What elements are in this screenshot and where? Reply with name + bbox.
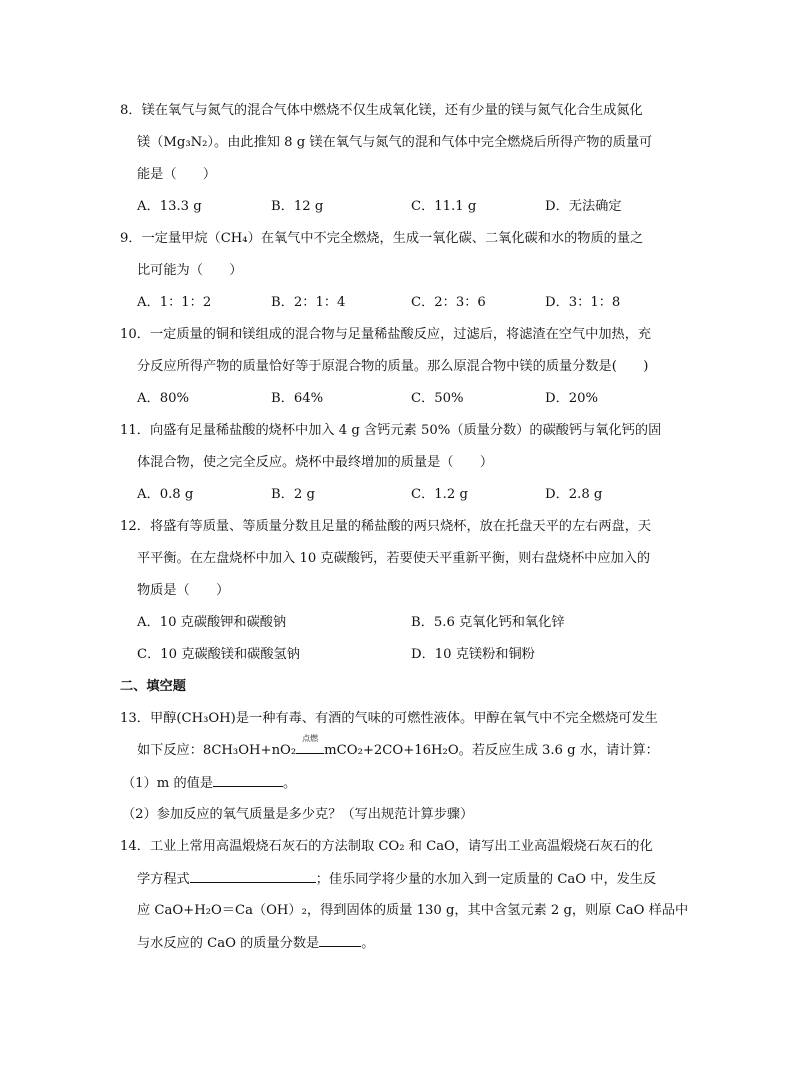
q13-sub-1 — [122, 774, 296, 793]
q10-line-2: 分反应所得产物的质量恰好等于原混合物的质量。那么原混合物中镁的质量分数是( ) — [137, 359, 649, 374]
q14-equation-blank[interactable] — [190, 870, 316, 883]
q8-line-1: 8．镁在氧气与氮气的混合气体中燃烧不仅生成氧化镁，还有少量的镁与氮气化合生成氮化 — [120, 103, 643, 118]
q9-option-a: A．1：1：2 — [137, 295, 212, 310]
q10-option-b: B．64% — [271, 391, 324, 406]
section-heading-fill-in: 二、填空题 — [120, 679, 186, 694]
q13-line-2 — [137, 734, 659, 760]
q13-sub-2: （2）参加反应的氧气质量是多少克？（写出规范计算步骤） — [122, 807, 474, 822]
q14-line-4-end: 。 — [361, 936, 375, 951]
q12-line-1: 12．将盛有等质量、等质量分数且足量的稀盐酸的两只烧杯，放在托盘天平的左右两盘，天 — [120, 519, 652, 534]
q9-line-1: 9．一定量甲烷（CH₄）在氧气中不完全燃烧，生成一氧化碳、二氧化碳和水的物质的量之 — [120, 231, 644, 246]
q14-percent-blank[interactable] — [319, 934, 361, 947]
q12-line-2: 平平衡。在左盘烧杯中加入 10 克碳酸钙，若要使天平重新平衡，则右盘烧杯中应加入的 — [137, 551, 651, 566]
q12-option-d: D．10 克镁粉和铜粉 — [411, 647, 535, 662]
q11-option-d: D．2.8 g — [545, 487, 603, 502]
q14-line-1: 14．工业上常用高温煅烧石灰石的方法制取 CO₂ 和 CaO，请写出工业高温煅烧石灰石的化 — [120, 839, 653, 854]
q12-option-a: A．10 克碳酸钾和碳酸钠 — [137, 615, 287, 630]
q11-option-b: B．2 g — [271, 487, 315, 502]
q14-line-4-start: 与水反应的 CaO 的质量分数是 — [137, 936, 320, 951]
q14-line-3: 应 CaO+H₂O＝Ca（OH）₂，得到固体的质量 130 g，其中含氢元素 2 g，则原 CaO 样品中 — [137, 903, 689, 918]
q13-answer-blank[interactable] — [213, 774, 283, 787]
q13-equation-right: mCO₂+2CO+16H₂O。若反应生成 3.6 g 水，请计算： — [324, 743, 659, 758]
q14-line-2-start: 学方程式 — [137, 872, 190, 887]
q8-option-d: D．无法确定 — [545, 199, 622, 214]
q13-sub-1-end: 。 — [283, 776, 297, 791]
q11-option-c: C．1.2 g — [411, 487, 468, 502]
reaction-condition-label: 点燃 — [302, 734, 319, 743]
q8-option-b: B．12 g — [271, 199, 324, 214]
q11-line-1: 11．向盛有足量稀盐酸的烧杯中加入 4 g 含钙元素 50%（质量分数）的碳酸钙与氧化钙的固 — [120, 423, 662, 438]
q10-option-d: D．20% — [545, 391, 599, 406]
q10-option-c: C．50% — [411, 391, 464, 406]
q14-line-4 — [137, 934, 374, 953]
q12-option-b: B．5.6 克氧化钙和氧化锌 — [411, 615, 565, 630]
q8-line-3: 能是（ ） — [137, 167, 217, 182]
q11-line-2: 体混合物，使之完全反应。烧杯中最终增加的质量是（ ） — [137, 455, 494, 470]
q13-sub-1-text: （1）m 的值是 — [122, 776, 214, 791]
q9-line-2: 比可能为（ ） — [137, 263, 243, 278]
reaction-condition-arrow — [296, 734, 324, 754]
q9-option-c: C．2：3：6 — [411, 295, 486, 310]
q8-option-a: A．13.3 g — [137, 199, 202, 214]
q9-option-b: B．2：1：4 — [271, 295, 346, 310]
q13-equation-left: 如下反应：8CH₃OH+nO₂ — [137, 743, 297, 758]
q13-line-1: 13．甲醇(CH₃OH)是一种有毒、有酒的气味的可燃性液体。甲醇在氧气中不完全燃烧可发生 — [120, 711, 658, 726]
q14-line-2-end: ；佳乐同学将少量的水加入到一定质量的 CaO 中，发生反 — [315, 872, 657, 887]
q12-option-c: C．10 克碳酸镁和碳酸氢钠 — [137, 647, 300, 662]
q10-option-a: A．80% — [137, 391, 190, 406]
q8-line-2: 镁（Mg₃N₂）。由此推知 8 g 镁在氧气与氮气的混和气体中完全燃烧后所得产物的质量可 — [137, 135, 653, 150]
q11-option-a: A．0.8 g — [137, 487, 194, 502]
q9-option-d: D．3：1：8 — [545, 295, 621, 310]
q14-line-2 — [137, 870, 656, 889]
q10-line-1: 10．一定质量的铜和镁组成的混合物与足量稀盐酸反应，过滤后，将滤渣在空气中加热，充 — [120, 327, 652, 342]
q8-option-c: C．11.1 g — [411, 199, 477, 214]
q12-line-3: 物质是（ ） — [137, 583, 230, 598]
